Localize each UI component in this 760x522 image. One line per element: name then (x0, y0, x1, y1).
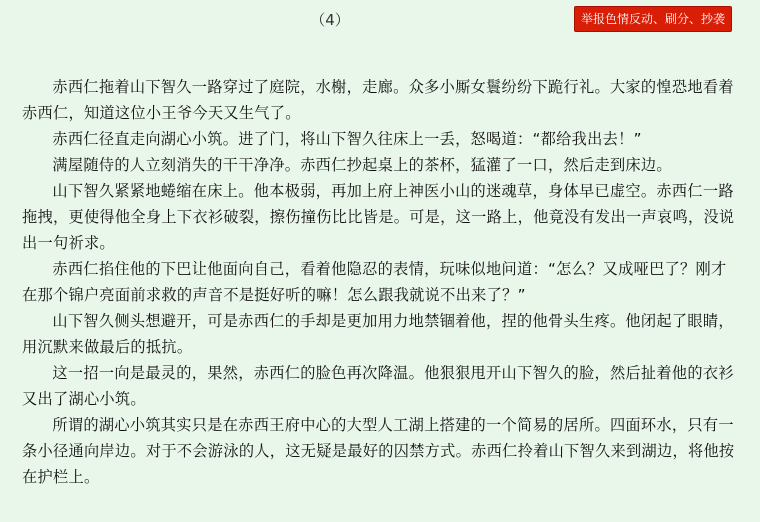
article-body (22, 74, 740, 490)
paragraph: 赤西仁掐住他的下巴让他面向自己，看着他隐忍的表情，玩味似地问道：“怎么？又成哑巴了？刚才在那个锦户亮面前求救的声音不是挺好听的嘛！怎么跟我就说不出来了？” (22, 260, 727, 304)
paragraph: 山下智久侧头想避开，可是赤西仁的手却是更加用力地禁锢着他，捏的他骨头生疼。他闭起了眼睛，用沉默来做最后的抵抗。 (22, 312, 734, 356)
page-header (0, 0, 760, 44)
paragraph: 赤西仁拖着山下智久一路穿过了庭院，水榭，走廊。众多小厮女鬟纷纷下跪行礼。大家的惶恐地看着赤西仁，知道这位小王爷今天又生气了。 (22, 78, 734, 122)
paragraph: 赤西仁径直走向湖心小筑。进了门，将山下智久往床上一丢，怒喝道：“都给我出去！” (52, 130, 642, 148)
paragraph: 这一招一向是最灵的，果然，赤西仁的脸色再次降温。他狠狠甩开山下智久的脸，然后扯着他的衣衫又出了湖心小筑。 (22, 364, 734, 408)
chapter-number: （4） (310, 11, 350, 29)
report-button[interactable]: 举报色情反动、刷分、抄袭 (574, 6, 732, 32)
paragraph: 满屋随侍的人立刻消失的干干净净。赤西仁抄起桌上的茶杯，猛灌了一口，然后走到床边。 (52, 156, 672, 174)
paragraph: 所谓的湖心小筑其实只是在赤西王府中心的大型人工湖上搭建的一个简易的居所。四面环水，只有一条小径通向岸边。对于不会游泳的人，这无疑是最好的囚禁方式。赤西仁拎着山下智久来到湖边，将他按在护栏上。 (22, 416, 735, 486)
paragraph: 山下智久紧紧地蜷缩在床上。他本极弱，再加上府上神医小山的迷魂草，身体早已虚空。赤西仁一路拖拽，更使得他全身上下衣衫破裂，擦伤撞伤比比皆是。可是，这一路上，他竟没有发出一声哀鸣，没说出一句祈求。 (22, 182, 735, 252)
